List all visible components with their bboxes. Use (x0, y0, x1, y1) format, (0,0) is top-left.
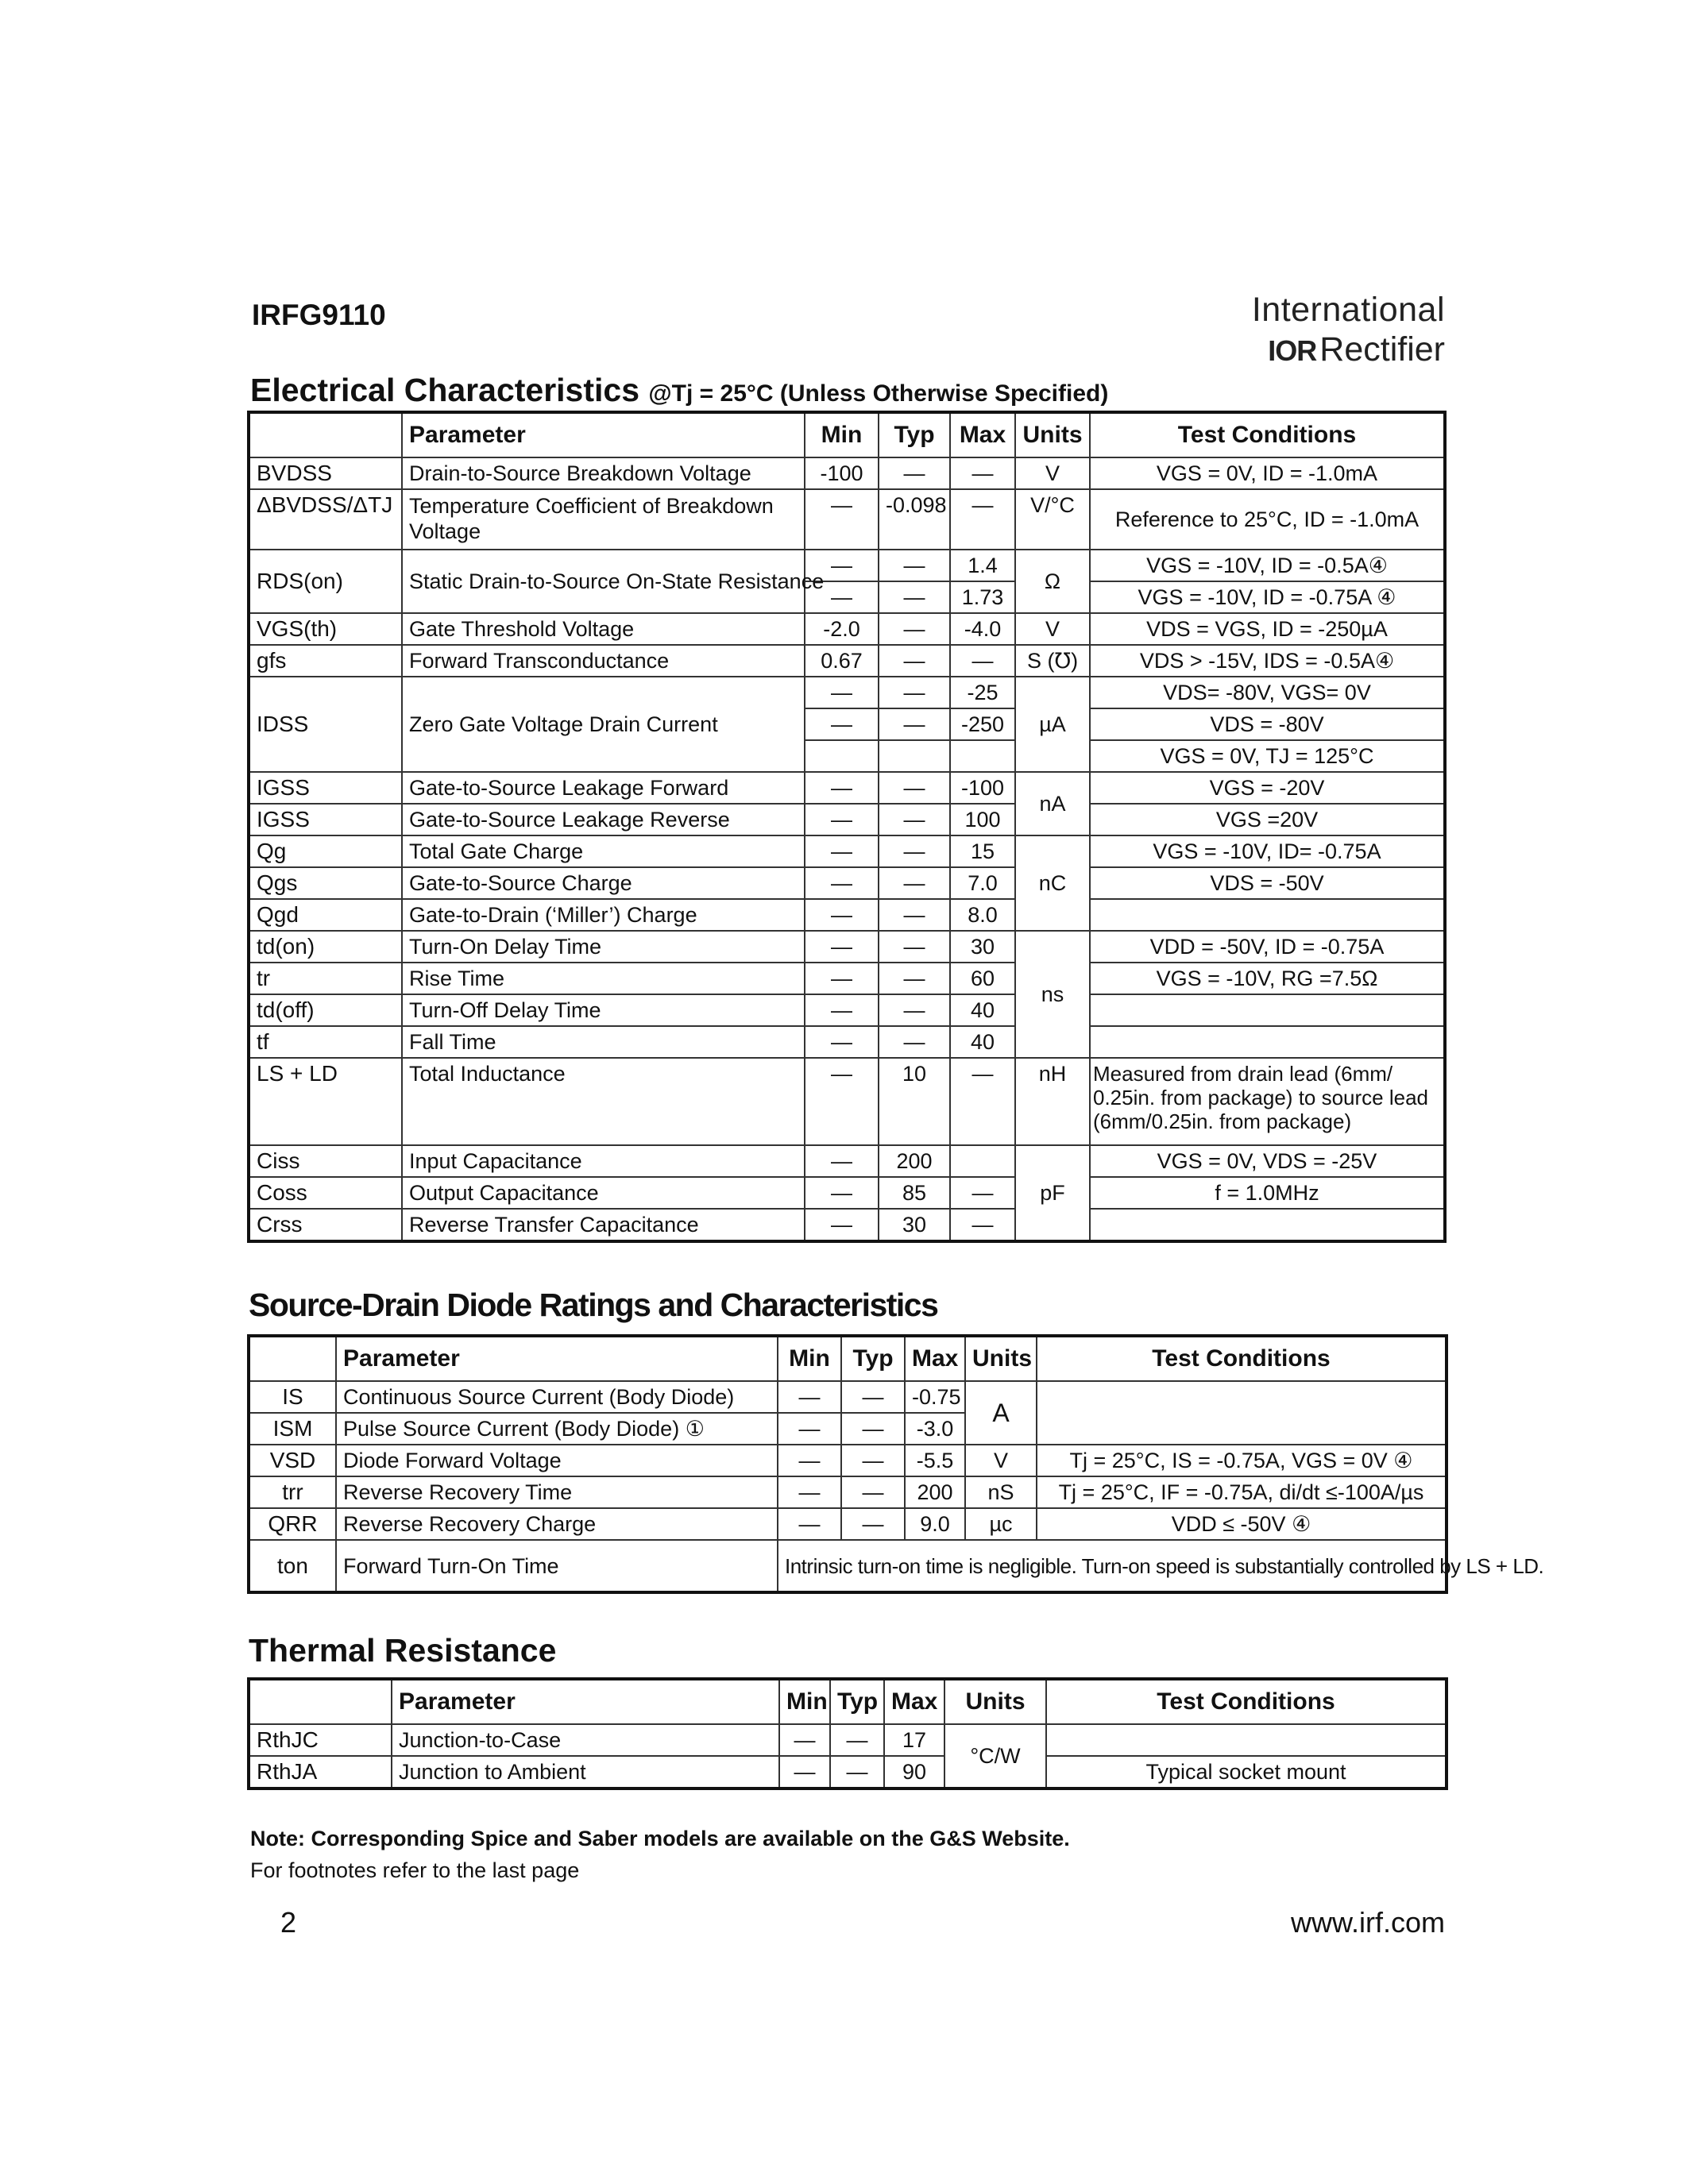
thermal-resistance-table (247, 1677, 1448, 1790)
electrical-row (249, 1026, 1445, 1058)
electrical-row (249, 457, 1445, 489)
param-name: Total Inductance (402, 1058, 805, 1145)
param-symbol: tf (249, 1026, 402, 1058)
thermal-max: 17 (884, 1724, 944, 1756)
website-link[interactable]: www.irf.com (1290, 1906, 1445, 1939)
diode-symbol: trr (249, 1476, 336, 1508)
diode-min: — (778, 1508, 841, 1540)
param-symbol: BVDSS (249, 457, 402, 489)
logo-line-2 (1252, 330, 1445, 370)
test-conditions: VGS = 0V, VDS = -25V (1090, 1145, 1445, 1177)
param-symbol: ΔBVDSS/ΔTJ (249, 489, 402, 550)
test-conditions: VGS = -20V (1090, 772, 1445, 804)
typ-value: — (879, 835, 950, 867)
min-value: — (805, 489, 879, 550)
min-value: -2.0 (805, 613, 879, 645)
thermal-row (249, 1756, 1447, 1788)
diode-conditions: Tj = 25°C, IF = -0.75A, di/dt ≤-100A/µs (1037, 1476, 1447, 1508)
thermal-conditions: Typical socket mount (1046, 1756, 1447, 1788)
electrical-row (249, 931, 1445, 963)
electrical-row (249, 804, 1445, 835)
param-name: Gate-to-Source Leakage Forward (402, 772, 805, 804)
param-symbol: td(on) (249, 931, 402, 963)
param-name: Turn-Off Delay Time (402, 994, 805, 1026)
electrical-row (249, 677, 1445, 708)
typ-value: — (879, 994, 950, 1026)
diode-units: µc (965, 1508, 1037, 1540)
param-name: Reverse Transfer Capacitance (402, 1209, 805, 1241)
max-value: — (950, 489, 1015, 550)
diode-min: — (778, 1413, 841, 1445)
ior-logo-mark: IOR (1268, 334, 1317, 367)
units-value: nC (1015, 835, 1090, 931)
test-conditions: VDS > -15V, IDS = -0.5A④ (1090, 645, 1445, 677)
diode-conditions (1037, 1381, 1447, 1445)
min-value: — (805, 772, 879, 804)
thermal-symbol: RthJA (249, 1756, 392, 1788)
diode-row (249, 1445, 1447, 1476)
min-value: — (805, 677, 879, 708)
electrical-characteristics-title (250, 372, 1108, 409)
test-conditions: VGS = -10V, RG =7.5Ω (1090, 963, 1445, 994)
min-value: — (805, 899, 879, 931)
max-value (950, 1145, 1015, 1177)
header-typ: Typ (879, 412, 950, 457)
param-name: Turn-On Delay Time (402, 931, 805, 963)
max-value: -25 (950, 677, 1015, 708)
thermal-row (249, 1724, 1447, 1756)
param-symbol: gfs (249, 645, 402, 677)
param-symbol: LS + LD (249, 1058, 402, 1145)
diode-max: -0.75 (905, 1381, 965, 1413)
test-conditions: VDD = -50V, ID = -0.75A (1090, 931, 1445, 963)
param-symbol: RDS(on) (249, 550, 402, 613)
diode-header-test-conditions: Test Conditions (1037, 1336, 1447, 1381)
max-value: — (950, 457, 1015, 489)
max-value (950, 740, 1015, 772)
param-name: Gate Threshold Voltage (402, 613, 805, 645)
test-conditions (1090, 899, 1445, 931)
typ-value: — (879, 899, 950, 931)
typ-value: — (879, 581, 950, 613)
ton-symbol: ton (249, 1540, 336, 1592)
diode-param-name: Diode Forward Voltage (336, 1445, 778, 1476)
electrical-row (249, 550, 1445, 581)
test-conditions (1090, 994, 1445, 1026)
test-conditions: VDS = -50V (1090, 867, 1445, 899)
diode-max: -3.0 (905, 1413, 965, 1445)
max-value: 30 (950, 931, 1015, 963)
max-value: 40 (950, 994, 1015, 1026)
diode-typ: — (841, 1508, 905, 1540)
min-value: — (805, 1145, 879, 1177)
test-conditions: VGS = -10V, ID = -0.5A④ (1090, 550, 1445, 581)
max-value: 1.4 (950, 550, 1015, 581)
typ-value: — (879, 550, 950, 581)
diode-header-symbol (249, 1336, 336, 1381)
thermal-param-name: Junction to Ambient (392, 1756, 779, 1788)
diode-header-max: Max (905, 1336, 965, 1381)
electrical-row (249, 1209, 1445, 1241)
param-name: Drain-to-Source Breakdown Voltage (402, 457, 805, 489)
units-value: pF (1015, 1145, 1090, 1241)
param-name: Total Gate Charge (402, 835, 805, 867)
diode-conditions: Tj = 25°C, IS = -0.75A, VGS = 0V ④ (1037, 1445, 1447, 1476)
diode-units: V (965, 1445, 1037, 1476)
max-value: 60 (950, 963, 1015, 994)
header-test-conditions: Test Conditions (1090, 412, 1445, 457)
header-symbol (249, 412, 402, 457)
test-conditions: Reference to 25°C, ID = -1.0mA (1090, 489, 1445, 550)
thermal-header-test-conditions: Test Conditions (1046, 1679, 1447, 1724)
min-value: — (805, 581, 879, 613)
source-drain-diode-table (247, 1334, 1544, 1594)
min-value: -100 (805, 457, 879, 489)
max-value: 40 (950, 1026, 1015, 1058)
diode-min: — (778, 1381, 841, 1413)
typ-value: — (879, 708, 950, 740)
diode-header-min: Min (778, 1336, 841, 1381)
thermal-min: — (779, 1724, 830, 1756)
typ-value: — (879, 677, 950, 708)
electrical-row (249, 835, 1445, 867)
units-value: ns (1015, 931, 1090, 1058)
diode-min: — (778, 1445, 841, 1476)
param-symbol: Qg (249, 835, 402, 867)
footnote-reference: For footnotes refer to the last page (250, 1858, 580, 1882)
max-value: — (950, 1058, 1015, 1145)
test-conditions: VDS= -80V, VGS= 0V (1090, 677, 1445, 708)
thermal-max: 90 (884, 1756, 944, 1788)
electrical-row (249, 1177, 1445, 1209)
units-value: V (1015, 457, 1090, 489)
typ-value: — (879, 867, 950, 899)
min-value: — (805, 1209, 879, 1241)
thermal-resistance-title: Thermal Resistance (249, 1632, 557, 1669)
min-value: — (805, 1058, 879, 1145)
diode-max: -5.5 (905, 1445, 965, 1476)
param-symbol: Crss (249, 1209, 402, 1241)
diode-row (249, 1381, 1447, 1413)
min-value (805, 740, 879, 772)
param-symbol: Coss (249, 1177, 402, 1209)
param-name: Gate-to-Drain (‘Miller’) Charge (402, 899, 805, 931)
param-symbol: IGSS (249, 772, 402, 804)
min-value: — (805, 994, 879, 1026)
max-value: 8.0 (950, 899, 1015, 931)
max-value: 7.0 (950, 867, 1015, 899)
test-conditions: Measured from drain lead (6mm/ 0.25in. from package) to source lead (6mm/0.25in. from package) (1090, 1058, 1445, 1145)
electrical-title-text: Electrical Characteristics (250, 372, 639, 408)
diode-typ: — (841, 1413, 905, 1445)
diode-symbol: VSD (249, 1445, 336, 1476)
min-value: — (805, 835, 879, 867)
thermal-typ: — (830, 1756, 884, 1788)
test-conditions: VDS = -80V (1090, 708, 1445, 740)
param-name: Gate-to-Source Leakage Reverse (402, 804, 805, 835)
header-min: Min (805, 412, 879, 457)
param-name: Input Capacitance (402, 1145, 805, 1177)
header-max: Max (950, 412, 1015, 457)
min-value: — (805, 1026, 879, 1058)
min-value: — (805, 931, 879, 963)
diode-symbol: QRR (249, 1508, 336, 1540)
diode-header-units: Units (965, 1336, 1037, 1381)
param-symbol: Qgd (249, 899, 402, 931)
max-value: 1.73 (950, 581, 1015, 613)
ton-param-name: Forward Turn-On Time (336, 1540, 778, 1592)
diode-typ: — (841, 1381, 905, 1413)
max-value: — (950, 1209, 1015, 1241)
diode-symbol: IS (249, 1381, 336, 1413)
param-name: Fall Time (402, 1026, 805, 1058)
units-value: Ω (1015, 550, 1090, 613)
thermal-header-symbol (249, 1679, 392, 1724)
diode-conditions: VDD ≤ -50V ④ (1037, 1508, 1447, 1540)
test-conditions: VGS = 0V, TJ = 125°C (1090, 740, 1445, 772)
max-value: — (950, 1177, 1015, 1209)
param-symbol: td(off) (249, 994, 402, 1026)
thermal-header-parameter: Parameter (392, 1679, 779, 1724)
max-value: — (950, 645, 1015, 677)
electrical-characteristics-table (247, 411, 1447, 1243)
param-name: Rise Time (402, 963, 805, 994)
thermal-conditions (1046, 1724, 1447, 1756)
electrical-row (249, 867, 1445, 899)
min-value: — (805, 1177, 879, 1209)
units-value: S (℧) (1015, 645, 1090, 677)
part-number: IRFG9110 (252, 299, 386, 331)
page-number: 2 (280, 1906, 297, 1939)
thermal-header-max: Max (884, 1679, 944, 1724)
max-value: -100 (950, 772, 1015, 804)
diode-header-parameter: Parameter (336, 1336, 778, 1381)
electrical-row (249, 489, 1445, 550)
typ-value: 200 (879, 1145, 950, 1177)
electrical-row (249, 613, 1445, 645)
diode-units: nS (965, 1476, 1037, 1508)
units-value: V/°C (1015, 489, 1090, 550)
min-value: — (805, 804, 879, 835)
max-value: 100 (950, 804, 1015, 835)
diode-typ: — (841, 1445, 905, 1476)
test-conditions: VGS = 0V, ID = -1.0mA (1090, 457, 1445, 489)
param-symbol: Ciss (249, 1145, 402, 1177)
typ-value: -0.098 (879, 489, 950, 550)
diode-param-name: Reverse Recovery Charge (336, 1508, 778, 1540)
typ-value: — (879, 772, 950, 804)
electrical-row (249, 963, 1445, 994)
param-symbol: IGSS (249, 804, 402, 835)
param-name: Gate-to-Source Charge (402, 867, 805, 899)
diode-units: A (965, 1381, 1037, 1445)
ton-description: Intrinsic turn-on time is negligible. Turn-on speed is substantially controlled by LS + LD. (778, 1540, 1447, 1592)
min-value: 0.67 (805, 645, 879, 677)
param-name: Static Drain-to-Source On-State Resistance (402, 550, 805, 613)
electrical-row (249, 772, 1445, 804)
diode-max: 9.0 (905, 1508, 965, 1540)
units-value: nH (1015, 1058, 1090, 1145)
typ-value: — (879, 613, 950, 645)
units-value: V (1015, 613, 1090, 645)
thermal-header-row (249, 1679, 1447, 1724)
param-symbol: IDSS (249, 677, 402, 772)
diode-typ: — (841, 1476, 905, 1508)
diode-section-title: Source-Drain Diode Ratings and Characteristics (249, 1287, 938, 1323)
logo-rectifier: Rectifier (1319, 330, 1445, 369)
typ-value: 30 (879, 1209, 950, 1241)
electrical-subtitle: @Tj = 25°C (Unless Otherwise Specified) (648, 380, 1109, 407)
param-symbol: Qgs (249, 867, 402, 899)
thermal-min: — (779, 1756, 830, 1788)
test-conditions: VGS = -10V, ID= -0.75A (1090, 835, 1445, 867)
min-value: — (805, 550, 879, 581)
param-symbol: VGS(th) (249, 613, 402, 645)
diode-param-name: Reverse Recovery Time (336, 1476, 778, 1508)
typ-value: 10 (879, 1058, 950, 1145)
diode-symbol: ISM (249, 1413, 336, 1445)
diode-param-name: Continuous Source Current (Body Diode) (336, 1381, 778, 1413)
spice-saber-note: Note: Corresponding Spice and Saber models are available on the G&S Website. (250, 1827, 1070, 1850)
typ-value (879, 740, 950, 772)
max-value: -250 (950, 708, 1015, 740)
diode-ton-row (249, 1540, 1447, 1592)
units-value: µA (1015, 677, 1090, 772)
typ-value: 85 (879, 1177, 950, 1209)
test-conditions (1090, 1209, 1445, 1241)
thermal-header-typ: Typ (830, 1679, 884, 1724)
header-units: Units (1015, 412, 1090, 457)
thermal-typ: — (830, 1724, 884, 1756)
electrical-row (249, 645, 1445, 677)
typ-value: — (879, 931, 950, 963)
param-name: Temperature Coefficient of Breakdown Voltage (402, 489, 805, 550)
test-conditions: f = 1.0MHz (1090, 1177, 1445, 1209)
electrical-row (249, 1145, 1445, 1177)
typ-value: — (879, 1026, 950, 1058)
test-conditions: VGS = -10V, ID = -0.75A ④ (1090, 581, 1445, 613)
param-name: Output Capacitance (402, 1177, 805, 1209)
electrical-row (249, 899, 1445, 931)
typ-value: — (879, 804, 950, 835)
electrical-header-row (249, 412, 1445, 457)
diode-row (249, 1508, 1447, 1540)
param-name: Zero Gate Voltage Drain Current (402, 677, 805, 772)
test-conditions (1090, 1026, 1445, 1058)
diode-header-typ: Typ (841, 1336, 905, 1381)
typ-value: — (879, 963, 950, 994)
diode-header-row (249, 1336, 1447, 1381)
electrical-row (249, 1058, 1445, 1145)
diode-min: — (778, 1476, 841, 1508)
units-value: nA (1015, 772, 1090, 835)
company-logo (1252, 291, 1445, 370)
test-conditions: VDS = VGS, ID = -250µA (1090, 613, 1445, 645)
min-value: — (805, 708, 879, 740)
electrical-row (249, 994, 1445, 1026)
thermal-param-name: Junction-to-Case (392, 1724, 779, 1756)
typ-value: — (879, 457, 950, 489)
thermal-units: °C/W (944, 1724, 1046, 1788)
min-value: — (805, 867, 879, 899)
param-name: Forward Transconductance (402, 645, 805, 677)
thermal-symbol: RthJC (249, 1724, 392, 1756)
max-value: 15 (950, 835, 1015, 867)
max-value: -4.0 (950, 613, 1015, 645)
typ-value: — (879, 645, 950, 677)
min-value: — (805, 963, 879, 994)
header-parameter: Parameter (402, 412, 805, 457)
logo-line-1: International (1251, 291, 1445, 329)
diode-max: 200 (905, 1476, 965, 1508)
test-conditions: VGS =20V (1090, 804, 1445, 835)
diode-row (249, 1476, 1447, 1508)
diode-param-name: Pulse Source Current (Body Diode) ① (336, 1413, 778, 1445)
thermal-header-units: Units (944, 1679, 1046, 1724)
param-symbol: tr (249, 963, 402, 994)
thermal-header-min: Min (779, 1679, 830, 1724)
